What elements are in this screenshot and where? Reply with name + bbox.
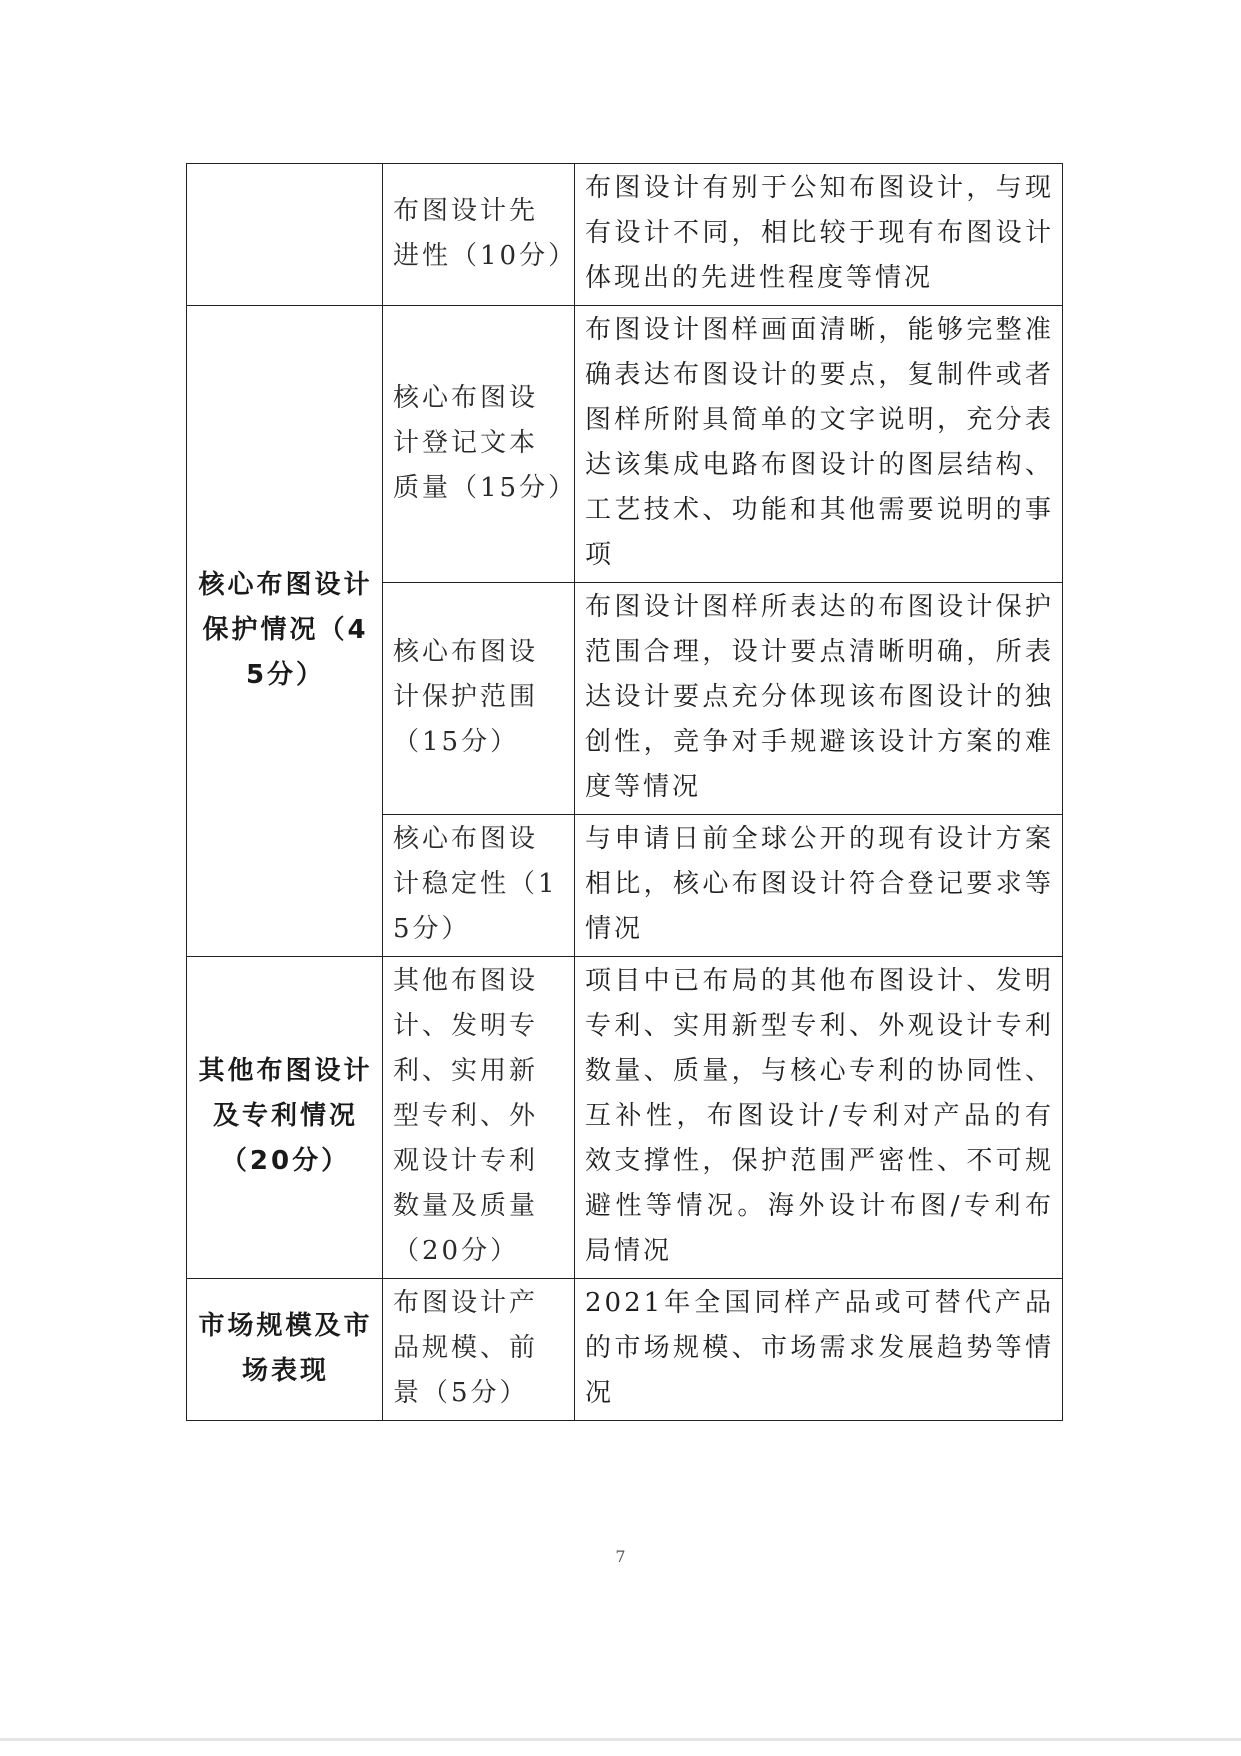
- description-cell: 布图设计图样所表达的布图设计保护范围合理，设计要点清晰明确，所表达设计要点充分体现该布图设计的独创性，竞争对手规避该设计方案的难度等情况: [575, 583, 1063, 815]
- description-cell: 布图设计有别于公知布图设计，与现有设计不同，相比较于现有布图设计体现出的先进性程度等情况: [575, 164, 1063, 306]
- subitem-cell: 布图设计先进性（10分）: [383, 164, 575, 306]
- subitem-cell: 核心布图设计保护范围（15分）: [383, 583, 575, 815]
- table-row: [187, 164, 1063, 306]
- category-cell-market: 市场规模及市场表现: [187, 1279, 383, 1421]
- description-cell: 2021年全国同样产品或可替代产品的市场规模、市场需求发展趋势等情况: [575, 1279, 1063, 1421]
- table-row: [187, 1279, 1063, 1421]
- description-cell: 布图设计图样画面清晰，能够完整准确表达布图设计的要点，复制件或者图样所附具简单的文字说明，充分表达该集成电路布图设计的图层结构、工艺技术、功能和其他需要说明的事项: [575, 306, 1063, 583]
- page-number: 7: [615, 1547, 626, 1566]
- category-cell-empty: [187, 164, 383, 306]
- subitem-cell: 布图设计产品规模、前景（5分）: [383, 1279, 575, 1421]
- category-cell-core-layout: 核心布图设计保护情况（45分）: [187, 306, 383, 957]
- evaluation-criteria-table: [186, 163, 1063, 1421]
- table-row: [187, 306, 1063, 583]
- category-cell-other-patents: 其他布图设计及专利情况（20分）: [187, 957, 383, 1279]
- subitem-cell: 其他布图设计、发明专利、实用新型专利、外观设计专利数量及质量（20分）: [383, 957, 575, 1279]
- scan-edge-divider: [0, 1738, 1241, 1741]
- subitem-cell: 核心布图设计登记文本质量（15分）: [383, 306, 575, 583]
- subitem-cell: 核心布图设计稳定性（15分）: [383, 815, 575, 957]
- description-cell: 与申请日前全球公开的现有设计方案相比，核心布图设计符合登记要求等情况: [575, 815, 1063, 957]
- description-cell: 项目中已布局的其他布图设计、发明专利、实用新型专利、外观设计专利数量、质量，与核心专利的协同性、互补性，布图设计/专利对产品的有效支撑性，保护范围严密性、不可规避性等情况。海外设计布图/专利布局情况: [575, 957, 1063, 1279]
- table-row: [187, 957, 1063, 1279]
